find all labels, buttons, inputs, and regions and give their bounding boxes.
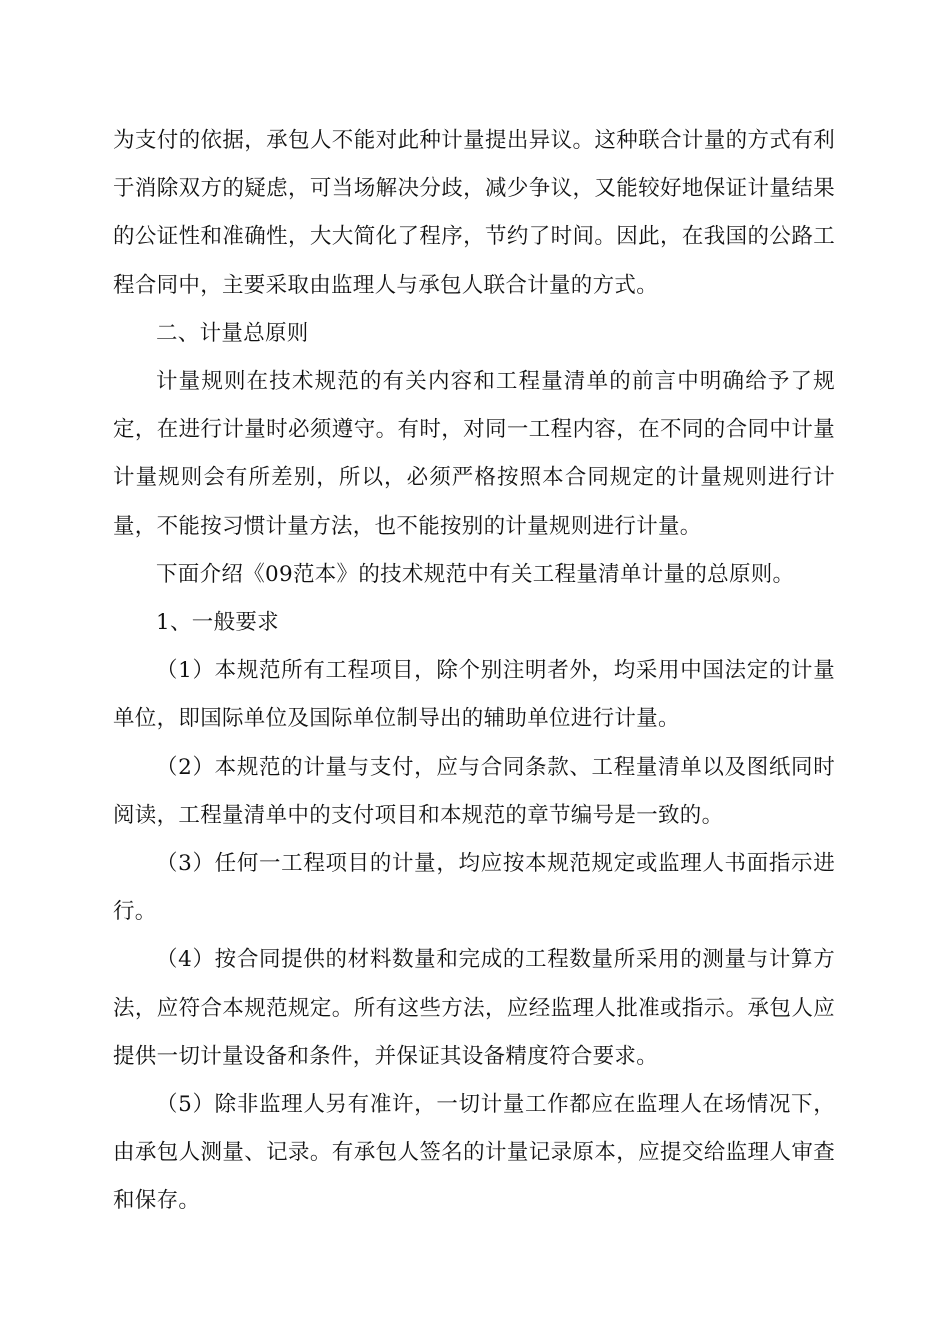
paragraph-intro-09-template: 下面介绍《09范本》的技术规范中有关工程量清单计量的总原则。 [156, 561, 795, 587]
list-item-5: （5）除非监理人另有准许，一切计量工作都应在监理人在场情况下，由承包人测量、记录。有承包人签名的计量记录原本，应提交给监理人审查和保存。 [113, 1092, 835, 1214]
paragraph-measurement-rules: 计量规则在技术规范的有关内容和工程量清单的前言中明确给予了规定，在进行计量时必须遵守。有时，对同一工程内容，在不同的合同中计量计量规则会有所差别，所以，必须严格按照本合同规定的计量规则进行计量，不能按习惯计量方法，也不能按别的计量规则进行计量。 [113, 369, 835, 539]
document-body [113, 117, 835, 1226]
list-item-4: （4）按合同提供的材料数量和完成的工程数量所采用的测量与计算方法，应符合本规范规定。所有这些方法，应经监理人批准或指示。承包人应提供一切计量设备和条件，并保证其设备精度符合要求。 [113, 947, 835, 1069]
list-item-2: （2）本规范的计量与支付，应与合同条款、工程量清单以及图纸同时阅读，工程量清单中的支付项目和本规范的章节编号是一致的。 [113, 754, 835, 828]
list-item-1: （1）本规范所有工程项目，除个别注明者外，均采用中国法定的计量单位，即国际单位及国际单位制导出的辅助单位进行计量。 [113, 658, 835, 732]
paragraph-continuation: 为支付的依据，承包人不能对此种计量提出异议。这种联合计量的方式有利于消除双方的疑虑，可当场解决分歧，减少争议，又能较好地保证计量结果的公证性和准确性，大大简化了程序，节约了时间。因此，在我国的公路工程合同中，主要采取由监理人与承包人联合计量的方式。 [113, 128, 835, 298]
subsection-heading-general-requirements: 1、一般要求 [156, 610, 279, 636]
list-item-3: （3）任何一工程项目的计量，均应按本规范规定或监理人书面指示进行。 [113, 851, 835, 925]
section-heading-principles: 二、计量总原则 [156, 320, 309, 346]
